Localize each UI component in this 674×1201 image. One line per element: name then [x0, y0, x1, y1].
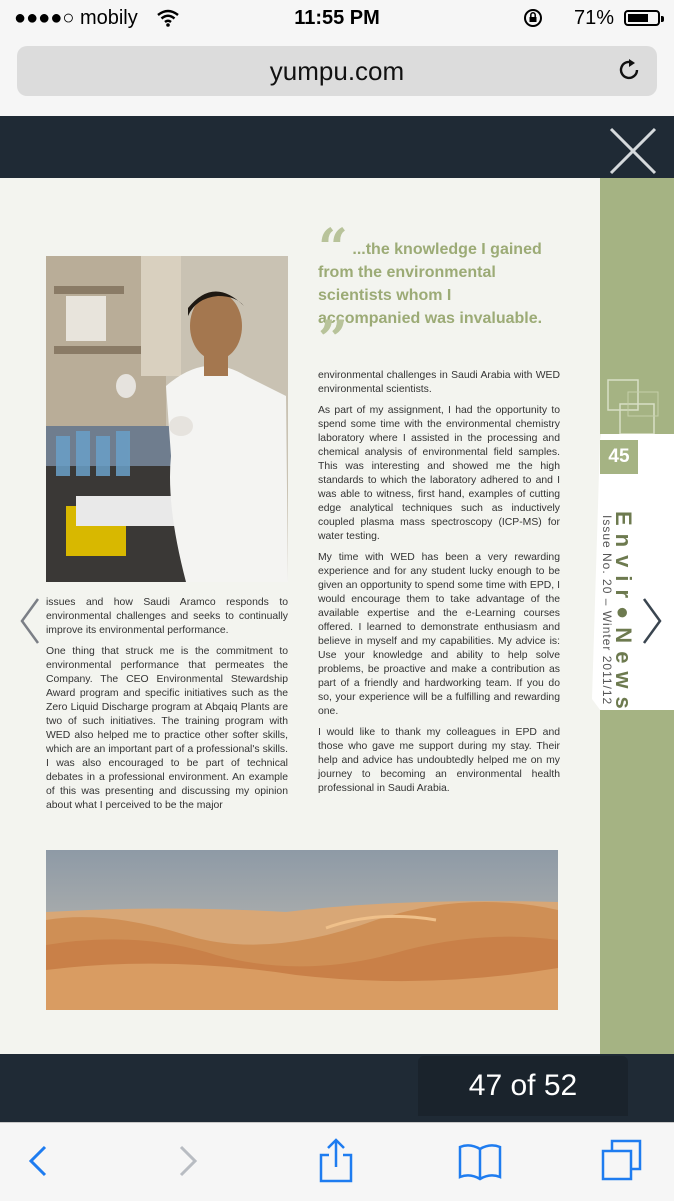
close-quote-icon: ”: [318, 310, 348, 371]
article-left-column: [46, 596, 288, 820]
page-counter: 47 of 52: [418, 1056, 628, 1116]
forward-icon[interactable]: [164, 1137, 212, 1185]
close-icon[interactable]: [608, 126, 658, 176]
page-number: 45: [600, 440, 638, 474]
pull-quote: [318, 218, 558, 371]
paragraph: My time with WED has been a very rewarding experience and for any student lucky enough to be given an opportunity to spend some time with EPD, I would encourage them to take advantage of the available expertise and the e-Learning courses offered. I learned to demonstrate enthusiasm and believe in myself and my capabilities. My advice is: Use your knowledge and ability to help solve problems, be proactive and make a contribution as part of a friendly and hardworking team. If you do so, your experience will be a fulfilling and rewarding one.: [318, 552, 560, 717]
chevron-right-icon[interactable]: [640, 596, 664, 646]
lab-photo: [46, 256, 288, 582]
open-quote-icon: “: [318, 218, 348, 279]
paragraph: I would like to thank my colleagues in EPD and those who gave me support during my stay. Their help and advice has undoubtedly helped me on my journey to becoming an environmental health professional in Saudi Arabia.: [318, 727, 560, 794]
back-icon[interactable]: [14, 1137, 62, 1185]
issue-label: Issue No. 20 – Winter 2011/12: [600, 515, 614, 706]
chevron-left-icon[interactable]: [18, 596, 42, 646]
carrier-label: ●●●●○ mobily: [14, 7, 138, 29]
decorative-squares-icon: [604, 378, 664, 438]
address-bar[interactable]: [17, 46, 657, 96]
document-viewer: [0, 116, 674, 1102]
share-icon[interactable]: [312, 1137, 360, 1185]
article-right-column: [318, 369, 560, 803]
reload-icon[interactable]: [615, 56, 643, 84]
magazine-masthead: [600, 511, 652, 811]
magazine-title: Envir●News: [611, 511, 636, 717]
url-text: yumpu.com: [269, 56, 405, 86]
battery-icon: [624, 10, 660, 26]
battery-percent: 71%: [573, 7, 614, 29]
paragraph: environmental challenges in Saudi Arabia with WED environmental scientists.: [318, 370, 560, 395]
rotation-lock-icon: [522, 7, 544, 29]
paragraph: As part of my assignment, I had the opportunity to spend some time with the environmental chemistry laboratory where I assisted in the processing and chemical analysis of environmental field samples. This was interesting and showed me the high standards to which the laboratory adhered to and I was able to witness, first hand, examples of cutting edge analytical techniques such as inductively coupled plasma mass spectroscopy (ICP-MS) for water testing.: [318, 405, 560, 542]
browser-toolbar: [0, 1122, 674, 1201]
tabs-icon[interactable]: [598, 1137, 646, 1185]
clock: 11:55 PM: [294, 7, 380, 29]
desert-photo: [46, 850, 558, 1010]
bookmarks-icon[interactable]: [456, 1137, 504, 1185]
paragraph: issues and how Saudi Aramco responds to environmental challenges and seeks to continually improve its environmental performance.: [46, 597, 288, 636]
pull-quote-text: ...the knowledge I gained from the environmental scientists whom I accompanied was invaluable.: [318, 241, 543, 327]
paragraph: One thing that struck me is the commitment to environmental performance that permeates the Company. The CEO Environmental Stewardship Award program and specific initiatives such as the Zero Liquid Discharge program at Abqaiq Plants are two of such initiatives. The training program with WED also helped me to practice other softer skills, which are an important part of a professional's skills. I was also encouraged to be part of technical debates in a professional environment. An example of this was presenting and discussing my opinion about what I perceived to be the major: [46, 646, 288, 811]
browser-address-area: [0, 38, 674, 117]
status-bar: [0, 0, 674, 38]
